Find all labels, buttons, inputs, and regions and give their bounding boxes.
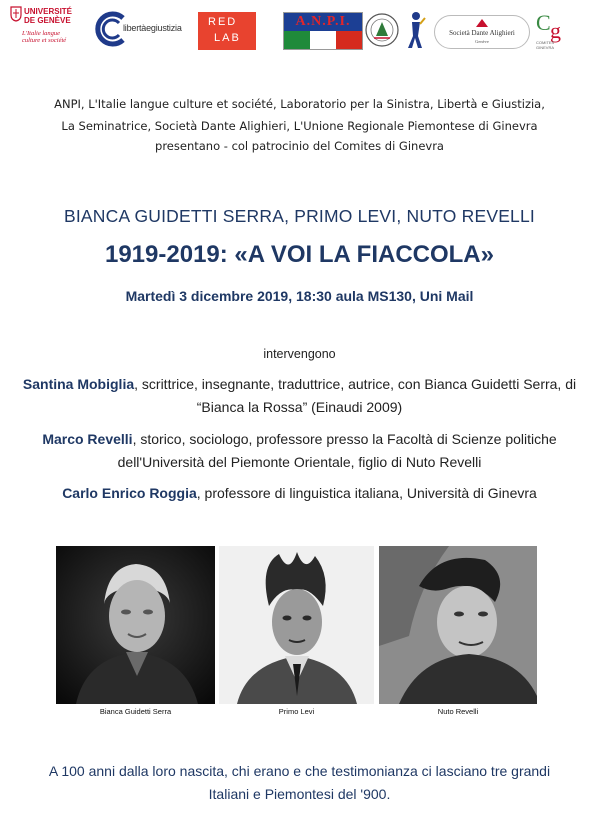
redlab-line1: RED — [208, 16, 238, 28]
event-title: 1919-2019: «A VOI LA FIACCOLA» — [104, 241, 494, 268]
portrait-illustration-icon — [56, 546, 215, 704]
seminatrice-seal-icon — [364, 12, 400, 48]
speakers-heading: intervengono — [263, 347, 336, 361]
liberta-e-giustizia-logo — [93, 10, 199, 50]
unige-line2: DE GENÈVE — [24, 16, 71, 25]
unige-crest-icon — [10, 6, 22, 22]
dante-name: Società Dante Alighieri — [449, 29, 515, 37]
comites-c: C — [536, 10, 551, 35]
presentano-line: presentano - col patrocinio del Comites di Ginevra — [155, 139, 444, 153]
portrait-illustration-icon — [379, 546, 537, 704]
flag-green-stripe — [284, 31, 310, 49]
speaker-description: , professore di linguistica italiana, Università di Ginevra — [196, 485, 537, 501]
liberta-text: libertàegiustizia — [123, 23, 182, 33]
dante-alighieri-logo — [434, 15, 530, 49]
intro-line1: ANPI, L'Italie langue culture et société, Laboratorio per la Sinistra, Libertà e Giustizia, — [54, 97, 545, 111]
piemontese-figure-icon — [404, 10, 426, 50]
partner-logos — [0, 0, 599, 60]
comites-g: g — [550, 18, 561, 43]
dante-city: Genève — [475, 39, 489, 44]
speaker-name: Marco Revelli — [42, 431, 133, 447]
dante-emblem-icon — [475, 18, 489, 28]
honorees-heading: BIANCA GUIDETTI SERRA, PRIMO LEVI, NUTO REVELLI — [64, 206, 535, 226]
speaker-description: , scrittrice, insegnante, traduttrice, autrice, con Bianca Guidetti Serra, di “Bianca la Rossa” (Einaudi 2009) — [134, 376, 577, 415]
speaker-entry — [10, 428, 589, 474]
organizers-intro — [0, 93, 599, 137]
unige-line3: L'Italie langue — [22, 30, 61, 37]
speaker-name: Carlo Enrico Roggia — [62, 485, 197, 501]
flag-white-stripe — [310, 31, 336, 49]
speaker-entry — [10, 373, 589, 419]
unige-line1: UNIVERSITÉ — [24, 7, 73, 16]
closing-line1: A 100 anni dalla loro nascita, chi erano e che testimonianza ci lasciano tre grandi — [48, 763, 551, 779]
portrait-illustration-icon — [219, 546, 374, 704]
comites-logo — [536, 12, 576, 52]
flag-red-stripe — [336, 31, 362, 49]
comites-sub: COMITES GINEVRA — [536, 40, 555, 50]
redlab-line2: LAB — [214, 32, 241, 44]
portrait-photo-primo — [219, 546, 374, 704]
speaker-description: , storico, sociologo, professore presso la Facoltà di Scienze politiche dell'Università del Piemonte Orientale, figlio di Nuto Revelli — [117, 431, 557, 470]
speaker-entry — [10, 482, 589, 505]
intro-line2: La Seminatrice, Società Dante Alighieri, L'Unione Regionale Piemontese di Ginevra — [61, 119, 538, 133]
universite-de-geneve-logo — [6, 4, 92, 52]
redlab-logo — [198, 12, 256, 50]
photo-caption: Primo Levi — [278, 707, 315, 716]
anpi-text: A.N.P.I. — [284, 13, 362, 31]
portrait-photo-bianca — [56, 546, 215, 704]
unige-line4: culture et société — [22, 37, 67, 44]
portrait-photo-nuto — [379, 546, 537, 704]
anpi-logo — [283, 12, 363, 50]
photo-caption: Nuto Revelli — [437, 707, 479, 716]
photo-caption: Bianca Guidetti Serra — [99, 707, 172, 716]
closing-line2: Italiani e Piemontesi del '900. — [208, 786, 391, 802]
event-date: Martedì 3 dicembre 2019, 18:30 aula MS130, Uni Mail — [125, 288, 474, 304]
closing-statement — [0, 760, 599, 806]
speaker-name: Santina Mobiglia — [22, 376, 135, 392]
